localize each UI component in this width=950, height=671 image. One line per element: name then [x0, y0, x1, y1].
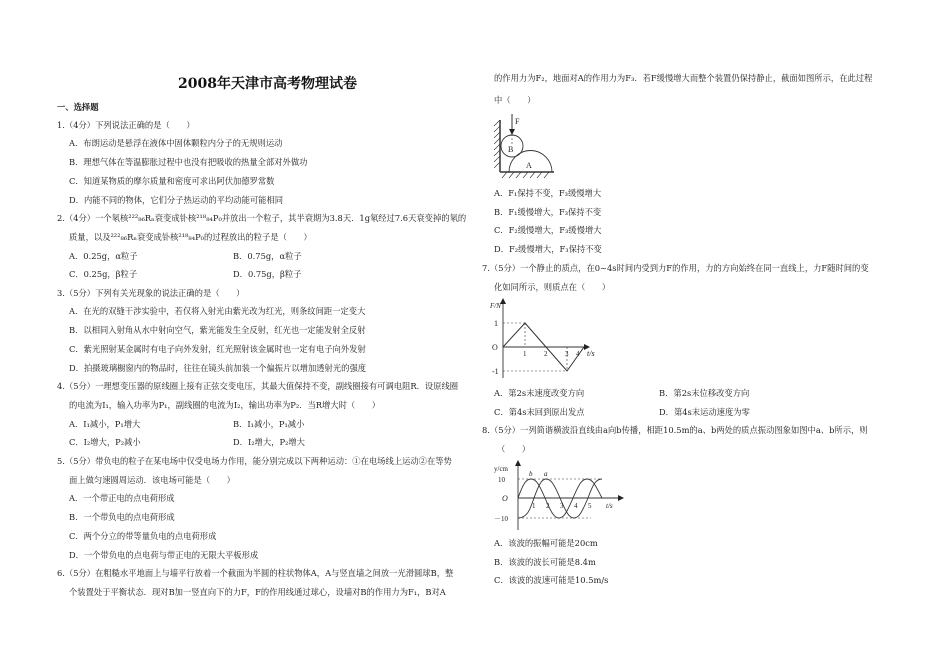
option-c: C．两个分立的带等量负电的点电荷形成 — [69, 531, 217, 541]
question-stem: 6.（5分）在粗糙水平地面上与墙平行放着一个截面为半圆的柱状物体A，A与竖直墙之间放一光滑圆球B，整 — [57, 568, 454, 578]
option-c: C．I₂增大，P₂减小 — [69, 437, 141, 447]
option-d: D．一个带负电的点电荷与带正电的无限大平板形成 — [69, 550, 259, 560]
option-a: A．F₁保持不变，F₃缓慢增大 — [494, 188, 602, 198]
option-a: A．一个带正电的点电荷形成 — [69, 493, 175, 503]
question-stem: 3.（5分）下列有关光现象的说法正确的是（ ） — [57, 288, 245, 298]
option-d: D．F₂缓慢增大，F₃保持不变 — [494, 244, 602, 254]
option-d: D．I₂增大，P₂增大 — [233, 437, 305, 447]
y-tick: -1 — [492, 367, 499, 376]
origin-label: O — [492, 343, 498, 352]
option-a: A．布朗运动是悬浮在液体中固体颗粒内分子的无规则运动 — [69, 138, 283, 148]
y-axis-label: F/N — [490, 302, 501, 310]
y-tick: 10 — [498, 476, 505, 484]
option-a: A．I₁减小，P₁增大 — [69, 419, 141, 429]
option-d: D．0.75g，β粒子 — [233, 269, 302, 279]
option-c: C．0.25g，β粒子 — [69, 269, 138, 279]
option-b: B．0.75g，α粒子 — [233, 251, 302, 261]
question-stem: 化如同所示，则质点在（ ） — [494, 282, 611, 292]
wave-curve-a — [518, 479, 602, 518]
option-b: B．I₁减小，P₁减小 — [233, 419, 305, 429]
x-tick: 2 — [544, 350, 548, 358]
question-stem: 中（ ） — [494, 95, 536, 105]
option-c: C．知道某物质的摩尔质量和密度可求出阿伏加德罗常数 — [69, 176, 275, 186]
y-axis-label: y/cm — [494, 465, 508, 473]
option-b: B．一个带负电的点电荷形成 — [69, 512, 175, 522]
option-b: B．该波的波长可能是8.4m — [494, 557, 596, 567]
option-a: A．该波的振幅可能是20cm — [494, 538, 598, 548]
question-stem: 面上做匀速圆周运动．该电场可能是（ ） — [69, 475, 235, 485]
option-c: C．紫光照射某金属时有电子向外发射，红光照射该金属时也一定有电子向外发射 — [69, 344, 366, 354]
question-stem: 1.（4分）下列说法正确的是（ ） — [57, 120, 195, 130]
block-label: A — [526, 161, 532, 170]
option-d: D．内能不同的物体，它们分子热运动的平均动能可能相同 — [69, 195, 284, 205]
y-tick: 1 — [494, 319, 498, 328]
x-tick: 4 — [576, 350, 580, 358]
force-label: F — [515, 117, 520, 126]
question-stem: 的作用力为F₂，地面对A的作用力为F₃．若F缓慢增大而整个装置仍保持静止，截面如图所示，在此过程 — [494, 73, 873, 83]
x-tick: 2 — [546, 502, 550, 510]
option-c: C．第4s末回到原出发点 — [494, 407, 585, 417]
page-title: 2008年天津市高考物理试卷 — [178, 76, 357, 92]
force-time-graph — [490, 298, 608, 382]
vibration-graph — [494, 462, 634, 532]
question-stem: 4.（5分）一理想变压器的原线圈上接有正弦交变电压，其最大值保持不变，副线圈接有可调电阻R．设原线圈 — [57, 381, 459, 391]
option-d: D．第4s末运动速度为零 — [659, 407, 750, 417]
x-tick: 5 — [588, 502, 592, 510]
x-tick: 1 — [523, 350, 527, 358]
option-b: B．第2s末位移改变方向 — [659, 388, 750, 398]
x-axis-label: t/s — [606, 502, 613, 510]
question-stem: 个装置处于平衡状态．现对B加一竖直向下的力F，F的作用线通过球心，设墙对B的作用力为F₁，B对A — [69, 587, 446, 597]
x-tick: 4 — [574, 502, 578, 510]
x-tick: 3 — [560, 502, 564, 510]
wall-ball-semicylinder-diagram — [490, 112, 560, 184]
question-stem: 7.（5分）一个静止的质点，在0~4s时间内受到力F的作用，力的方向始终在同一直线上，力F随时间的变 — [482, 263, 869, 273]
option-a: A．0.25g，α粒子 — [69, 251, 138, 261]
option-a: A．第2s末速度改变方向 — [494, 388, 585, 398]
question-stem: 质量，以及²²²₈₆Rₙ衰变成钋核²¹⁸₈₄P₀的过程放出的粒子是（ ） — [69, 232, 312, 242]
option-b: B．F₁缓慢增大，F₃保持不变 — [494, 207, 602, 217]
y-tick: －10 — [494, 515, 508, 523]
question-stem: 8.（5分）一列简谐横波沿直线由a向b传播，相距10.5m的a、b两处的质点振动图象如图中a、b所示，则 — [482, 425, 868, 435]
x-tick: 1 — [532, 502, 536, 510]
option-d: D．拍摄玻璃橱窗内的物品时，往往在镜头前加装一个偏振片以增加透射光的强度 — [69, 363, 367, 373]
question-stem: 的电流为I₁，输入功率为P₁，副线圈的电流为I₂，输出功率为P₂．当R增大时（ ） — [69, 400, 381, 410]
ball-label: B — [508, 145, 514, 154]
question-stem: （ ） — [497, 444, 531, 454]
option-b: B．以相同入射角从水中射向空气，紫光能发生全反射，红光也一定能发射全反射 — [69, 325, 366, 335]
option-c: C．该波的波速可能是10.5m/s — [494, 575, 609, 585]
section-heading: 一、选择题 — [57, 102, 99, 112]
question-stem: 2.（4分）一个氡核²²²₈₆Rₙ衰变成钋核²¹⁸₈₄P₀并放出一个粒子，其半衰期为3.8天．1g氡经过7.6天衰变掉的氡的 — [57, 213, 467, 223]
option-a: A．在光的双缝干涉实验中，若仅将入射光由紫光改为红光，则条纹间距一定变大 — [69, 306, 366, 316]
option-c: C．F₂缓慢增大，F₃缓慢增大 — [494, 225, 602, 235]
x-axis-label: t/s — [587, 349, 595, 358]
x-tick: 3 — [565, 350, 569, 358]
curve-label-b: b — [529, 470, 533, 478]
curve-label-a: a — [544, 470, 548, 478]
question-stem: 5.（5分）带负电的粒子在某电场中仅受电场力作用，能分别完成以下两种运动：①在电场线上运动②在等势 — [57, 456, 452, 466]
origin-label: O — [502, 494, 508, 503]
option-b: B．理想气体在等温膨胀过程中也没有把吸收的热量全部对外做功 — [69, 157, 308, 167]
